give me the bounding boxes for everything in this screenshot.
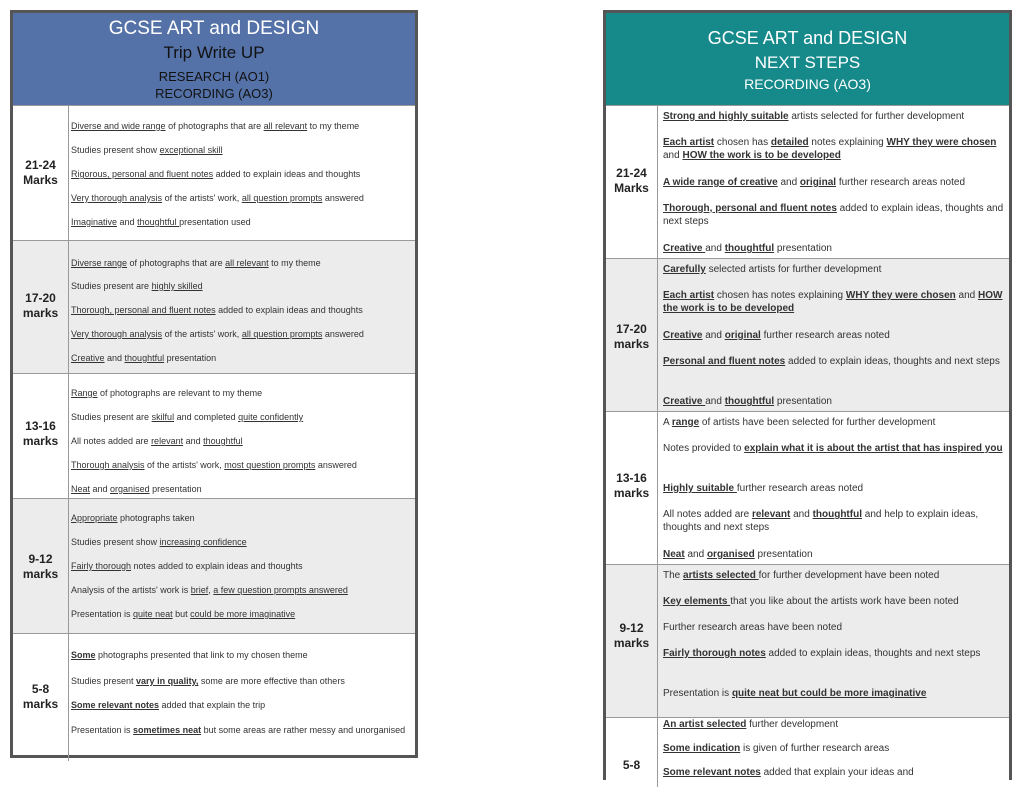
criteria-text: chosen has — [714, 137, 771, 148]
column-divider — [68, 634, 69, 761]
criteria-text: WHY they were chosen — [845, 290, 956, 301]
criteria-text: Studies present are — [71, 281, 152, 291]
criteria-item — [663, 595, 1008, 608]
trip-write-up-panel — [10, 10, 418, 758]
mark-band-row — [606, 258, 1009, 411]
criteria-text: and — [705, 243, 725, 254]
criteria-text: original — [724, 330, 761, 341]
criteria-text: Studies present show — [71, 145, 160, 155]
criteria-text: quite neat but could be more imaginative — [731, 688, 927, 699]
criteria-text: all relevant — [225, 258, 269, 268]
criteria-text: Imaginative — [71, 217, 118, 227]
criteria-text: Range — [71, 388, 98, 398]
criteria-item — [71, 192, 416, 204]
column-divider — [657, 259, 658, 411]
criteria-item — [663, 416, 1008, 429]
column-divider — [657, 106, 658, 258]
mark-band-row — [606, 411, 1009, 564]
criteria-item — [71, 411, 416, 423]
criteria-item — [663, 289, 1008, 315]
criteria-text: selected artists for further development — [705, 264, 882, 275]
criteria-text: answered — [322, 193, 364, 203]
criteria-text: range — [671, 417, 700, 428]
criteria-text: but — [172, 609, 191, 619]
criteria-text: and — [777, 177, 800, 188]
left-title: GCSE ART and DESIGN — [108, 18, 320, 39]
criteria-text: Thorough, personal and fluent notes — [71, 305, 216, 315]
criteria-text: added to explain ideas, thoughts and next steps — [663, 203, 1004, 227]
criteria-text: presentation — [774, 243, 832, 254]
criteria-text: and — [90, 484, 111, 494]
criteria-text: Some relevant notes — [663, 767, 761, 778]
criteria-item — [663, 395, 1008, 408]
criteria-text: and — [663, 150, 683, 161]
criteria-text: WHY they were chosen — [886, 137, 997, 148]
criteria-text: notes explaining — [808, 137, 887, 148]
mark-band-label: 5-8 marks — [22, 682, 59, 711]
mark-band-label: 13-16 marks — [22, 419, 59, 448]
criteria-item — [663, 176, 1008, 189]
criteria-text: for further development have been noted — [758, 570, 940, 581]
criteria-text: added that explain the trip — [159, 700, 266, 710]
criteria-item — [663, 329, 1008, 342]
criteria-item — [71, 675, 416, 687]
criteria-item — [71, 216, 416, 228]
criteria-text: to my theme — [268, 258, 321, 268]
criteria-text: and — [955, 290, 979, 301]
right-header — [606, 13, 1009, 105]
criteria-text: Appropriate — [71, 513, 118, 523]
column-divider — [68, 499, 69, 633]
criteria-text: Analysis of the artists' work is — [71, 585, 191, 595]
criteria-text: vary in quality, — [136, 676, 199, 686]
criteria-text: Studies present — [71, 676, 137, 686]
mark-band-row — [13, 105, 415, 240]
criteria-item — [663, 508, 1008, 534]
mark-band-row — [13, 498, 415, 633]
criteria-item — [71, 608, 416, 620]
criteria-text: added to explain ideas, thoughts and next steps — [785, 356, 1000, 367]
criteria-text: of artists have been selected for further development — [699, 417, 936, 428]
criteria-text: Creative — [663, 330, 703, 341]
criteria-item — [71, 435, 416, 447]
mark-band-label: 13-16 marks — [613, 471, 650, 500]
criteria-text: exceptional skill — [159, 145, 223, 155]
criteria-text: most question prompts — [224, 460, 316, 470]
criteria-text: all question prompts — [241, 193, 323, 203]
criteria-item — [663, 482, 1008, 495]
criteria-text: artists selected — [683, 570, 759, 581]
criteria-item — [71, 699, 416, 711]
criteria-item — [663, 202, 1008, 228]
criteria-item — [71, 257, 416, 269]
criteria-text: and help to explain ideas, thoughts and next steps — [663, 509, 979, 533]
criteria-text: Diverse range — [71, 258, 128, 268]
criteria-text: thoughtful — [124, 353, 165, 363]
criteria-text: HOW the work is to be developed — [682, 150, 841, 161]
left-ao1-label: RESEARCH (AO1) — [158, 69, 270, 84]
criteria-text: Presentation is — [663, 688, 732, 699]
criteria-text: presentation — [754, 549, 813, 560]
criteria-item — [71, 512, 416, 524]
criteria-text: added to explain ideas, thoughts and next steps — [765, 648, 981, 659]
criteria-text: organised — [706, 549, 755, 560]
criteria-item — [71, 649, 416, 661]
criteria-text: of photographs that are — [165, 121, 264, 131]
criteria-text: The — [663, 570, 684, 581]
column-divider — [657, 565, 658, 717]
criteria-text: Further research areas have been noted — [663, 622, 842, 633]
left-subtitle: Trip Write UP — [163, 43, 265, 62]
criteria-item — [663, 647, 1008, 660]
criteria-text: increasing confidence — [159, 537, 247, 547]
criteria-item — [71, 536, 416, 548]
column-divider — [68, 374, 69, 498]
criteria-text: quite neat — [133, 609, 173, 619]
criteria-text: Very thorough analysis — [71, 329, 163, 339]
criteria-text: quite confidently — [238, 412, 304, 422]
criteria-text: Thorough analysis — [71, 460, 145, 470]
criteria-text: and — [705, 396, 725, 407]
criteria-text: An artist selected — [663, 719, 747, 730]
criteria-text: and — [684, 549, 707, 560]
mark-band-label: 17-20 marks — [613, 322, 650, 351]
criteria-text: photographs taken — [117, 513, 195, 523]
criteria-text: thoughtful — [137, 217, 180, 227]
mark-band-label: 9-12 marks — [22, 552, 59, 581]
criteria-text: Notes provided to — [663, 443, 745, 454]
mark-band-row — [13, 633, 415, 761]
criteria-text: All notes added are — [71, 436, 152, 446]
criteria-text: Some indication — [663, 743, 741, 754]
criteria-item — [663, 742, 1008, 755]
criteria-text: Creative — [663, 396, 706, 407]
criteria-text: answered — [322, 329, 364, 339]
criteria-item — [71, 328, 416, 340]
criteria-text: Studies present show — [71, 537, 160, 547]
criteria-text: detailed — [770, 137, 809, 148]
criteria-text: presentation — [149, 484, 202, 494]
criteria-text: added that explain your ideas and — [760, 767, 914, 778]
criteria-item — [663, 766, 1008, 779]
criteria-text: all relevant — [263, 121, 308, 131]
criteria-text: Very thorough analysis — [71, 193, 163, 203]
criteria-text: original — [799, 177, 837, 188]
column-divider — [68, 106, 69, 240]
criteria-text: notes added to explain ideas and thoughts — [131, 561, 303, 571]
criteria-text: to my theme — [307, 121, 360, 131]
criteria-text: answered — [315, 460, 357, 470]
criteria-text: further development — [746, 719, 839, 730]
criteria-text: but some areas are rather messy and unorganised — [201, 725, 406, 735]
criteria-text: thoughtful — [812, 509, 862, 520]
criteria-text: organised — [110, 484, 150, 494]
criteria-item — [71, 352, 416, 364]
criteria-text: and — [183, 436, 204, 446]
criteria-text: Some relevant notes — [71, 700, 160, 710]
criteria-text: of the artists' work, — [162, 193, 242, 203]
criteria-text: relevant — [751, 509, 791, 520]
criteria-text: of the artists' work, — [162, 329, 242, 339]
criteria-text: Rigorous, personal and fluent notes — [71, 169, 214, 179]
criteria-text: and completed — [174, 412, 239, 422]
criteria-item — [71, 724, 416, 736]
criteria-text: A — [663, 417, 672, 428]
mark-band-label: 21-24 Marks — [23, 158, 58, 187]
criteria-text: Personal and fluent notes — [663, 356, 786, 367]
criteria-text: thoughtful — [724, 396, 775, 407]
mark-band-row — [606, 105, 1009, 258]
criteria-text: Some — [71, 650, 96, 660]
criteria-item — [663, 621, 1008, 634]
mark-band-row — [606, 717, 1009, 787]
criteria-text: some are more effective than others — [198, 676, 345, 686]
criteria-text: further research areas noted — [836, 177, 966, 188]
criteria-text: chosen has notes explaining — [714, 290, 846, 301]
criteria-text: explain what it is about the artist that has inspired you — [744, 443, 1003, 454]
criteria-text: presentation — [774, 396, 832, 407]
criteria-item — [71, 584, 416, 596]
criteria-item — [663, 110, 1008, 123]
criteria-item — [71, 560, 416, 572]
criteria-text: skilful — [151, 412, 175, 422]
criteria-item — [71, 168, 416, 180]
criteria-text: , — [208, 585, 214, 595]
criteria-item — [663, 569, 1008, 582]
criteria-text: Creative — [71, 353, 105, 363]
criteria-text: of photographs that are — [127, 258, 226, 268]
criteria-item — [71, 120, 416, 132]
criteria-text: brief — [190, 585, 209, 595]
criteria-text: further research areas noted — [760, 330, 890, 341]
criteria-text: Presentation is — [71, 609, 134, 619]
criteria-item — [663, 242, 1008, 255]
criteria-text: and — [790, 509, 813, 520]
criteria-text: photographs presented that link to my chosen theme — [95, 650, 308, 660]
right-ao3-label: RECORDING (AO3) — [744, 76, 871, 92]
criteria-text: and — [104, 353, 125, 363]
right-subtitle: NEXT STEPS — [754, 53, 861, 72]
column-divider — [657, 412, 658, 564]
criteria-text: Neat — [71, 484, 91, 494]
criteria-item — [663, 355, 1008, 368]
mark-band-label: 5-8 — [622, 758, 641, 772]
criteria-text: Creative — [663, 243, 706, 254]
criteria-text: a few question prompts answered — [213, 585, 348, 595]
criteria-text: added to explain ideas and thoughts — [213, 169, 361, 179]
criteria-item — [663, 136, 1008, 162]
criteria-text: Carefully — [663, 264, 706, 275]
criteria-text: presentation — [164, 353, 217, 363]
criteria-text: Each artist — [663, 137, 715, 148]
criteria-text: that you like about the artists work have been noted — [730, 596, 959, 607]
criteria-item — [71, 304, 416, 316]
criteria-text: Studies present are — [71, 412, 152, 422]
criteria-text: and — [702, 330, 725, 341]
criteria-text: all question prompts — [241, 329, 323, 339]
criteria-text: further research areas noted — [736, 483, 864, 494]
mark-band-row — [13, 240, 415, 373]
criteria-text: HOW the work is to be developed — [663, 290, 1003, 314]
next-steps-panel — [603, 10, 1012, 780]
criteria-text: presentation used — [179, 217, 251, 227]
criteria-item — [663, 687, 1008, 700]
left-ao3-label: RECORDING (AO3) — [155, 86, 273, 101]
left-header — [13, 13, 415, 105]
criteria-text: relevant — [151, 436, 184, 446]
criteria-text: Highly suitable — [663, 483, 737, 494]
criteria-text: All notes added are — [663, 509, 752, 520]
criteria-item — [71, 483, 416, 495]
criteria-item — [663, 263, 1008, 276]
mark-band-label: 21-24 Marks — [614, 166, 649, 195]
criteria-item — [663, 442, 1008, 455]
criteria-item — [71, 459, 416, 471]
right-title: GCSE ART and DESIGN — [707, 28, 908, 48]
column-divider — [657, 718, 658, 787]
criteria-text: could be more imaginative — [190, 609, 296, 619]
criteria-text: A wide range of creative — [663, 177, 778, 188]
criteria-item — [663, 548, 1008, 561]
criteria-text: of photographs are relevant to my theme — [97, 388, 263, 398]
criteria-text: Key elements — [663, 596, 731, 607]
criteria-text: artists selected for further development — [788, 111, 965, 122]
criteria-item — [71, 280, 416, 292]
mark-band-label: 17-20 marks — [22, 291, 59, 320]
criteria-text: Neat — [663, 549, 685, 560]
criteria-item — [71, 387, 416, 399]
mark-band-row — [606, 564, 1009, 717]
criteria-text: Presentation is — [71, 725, 134, 735]
criteria-text: Strong and highly suitable — [663, 111, 789, 122]
criteria-text: thoughtful — [724, 243, 775, 254]
criteria-text: and — [117, 217, 138, 227]
mark-band-row — [13, 373, 415, 498]
criteria-text: added to explain ideas and thoughts — [215, 305, 363, 315]
criteria-text: thoughtful — [203, 436, 243, 446]
criteria-text: Thorough, personal and fluent notes — [663, 203, 837, 214]
criteria-text: is given of further research areas — [740, 743, 890, 754]
column-divider — [68, 241, 69, 373]
criteria-text: Fairly thorough — [71, 561, 132, 571]
criteria-text: highly skilled — [151, 281, 203, 291]
criteria-text: of the artists' work, — [144, 460, 225, 470]
mark-band-label: 9-12 marks — [613, 621, 650, 650]
criteria-text: Fairly thorough notes — [663, 648, 766, 659]
criteria-text: Diverse and wide range — [71, 121, 166, 131]
criteria-text: Each artist — [663, 290, 715, 301]
criteria-item — [663, 718, 1008, 731]
criteria-text: sometimes neat — [133, 725, 202, 735]
criteria-item — [71, 144, 416, 156]
